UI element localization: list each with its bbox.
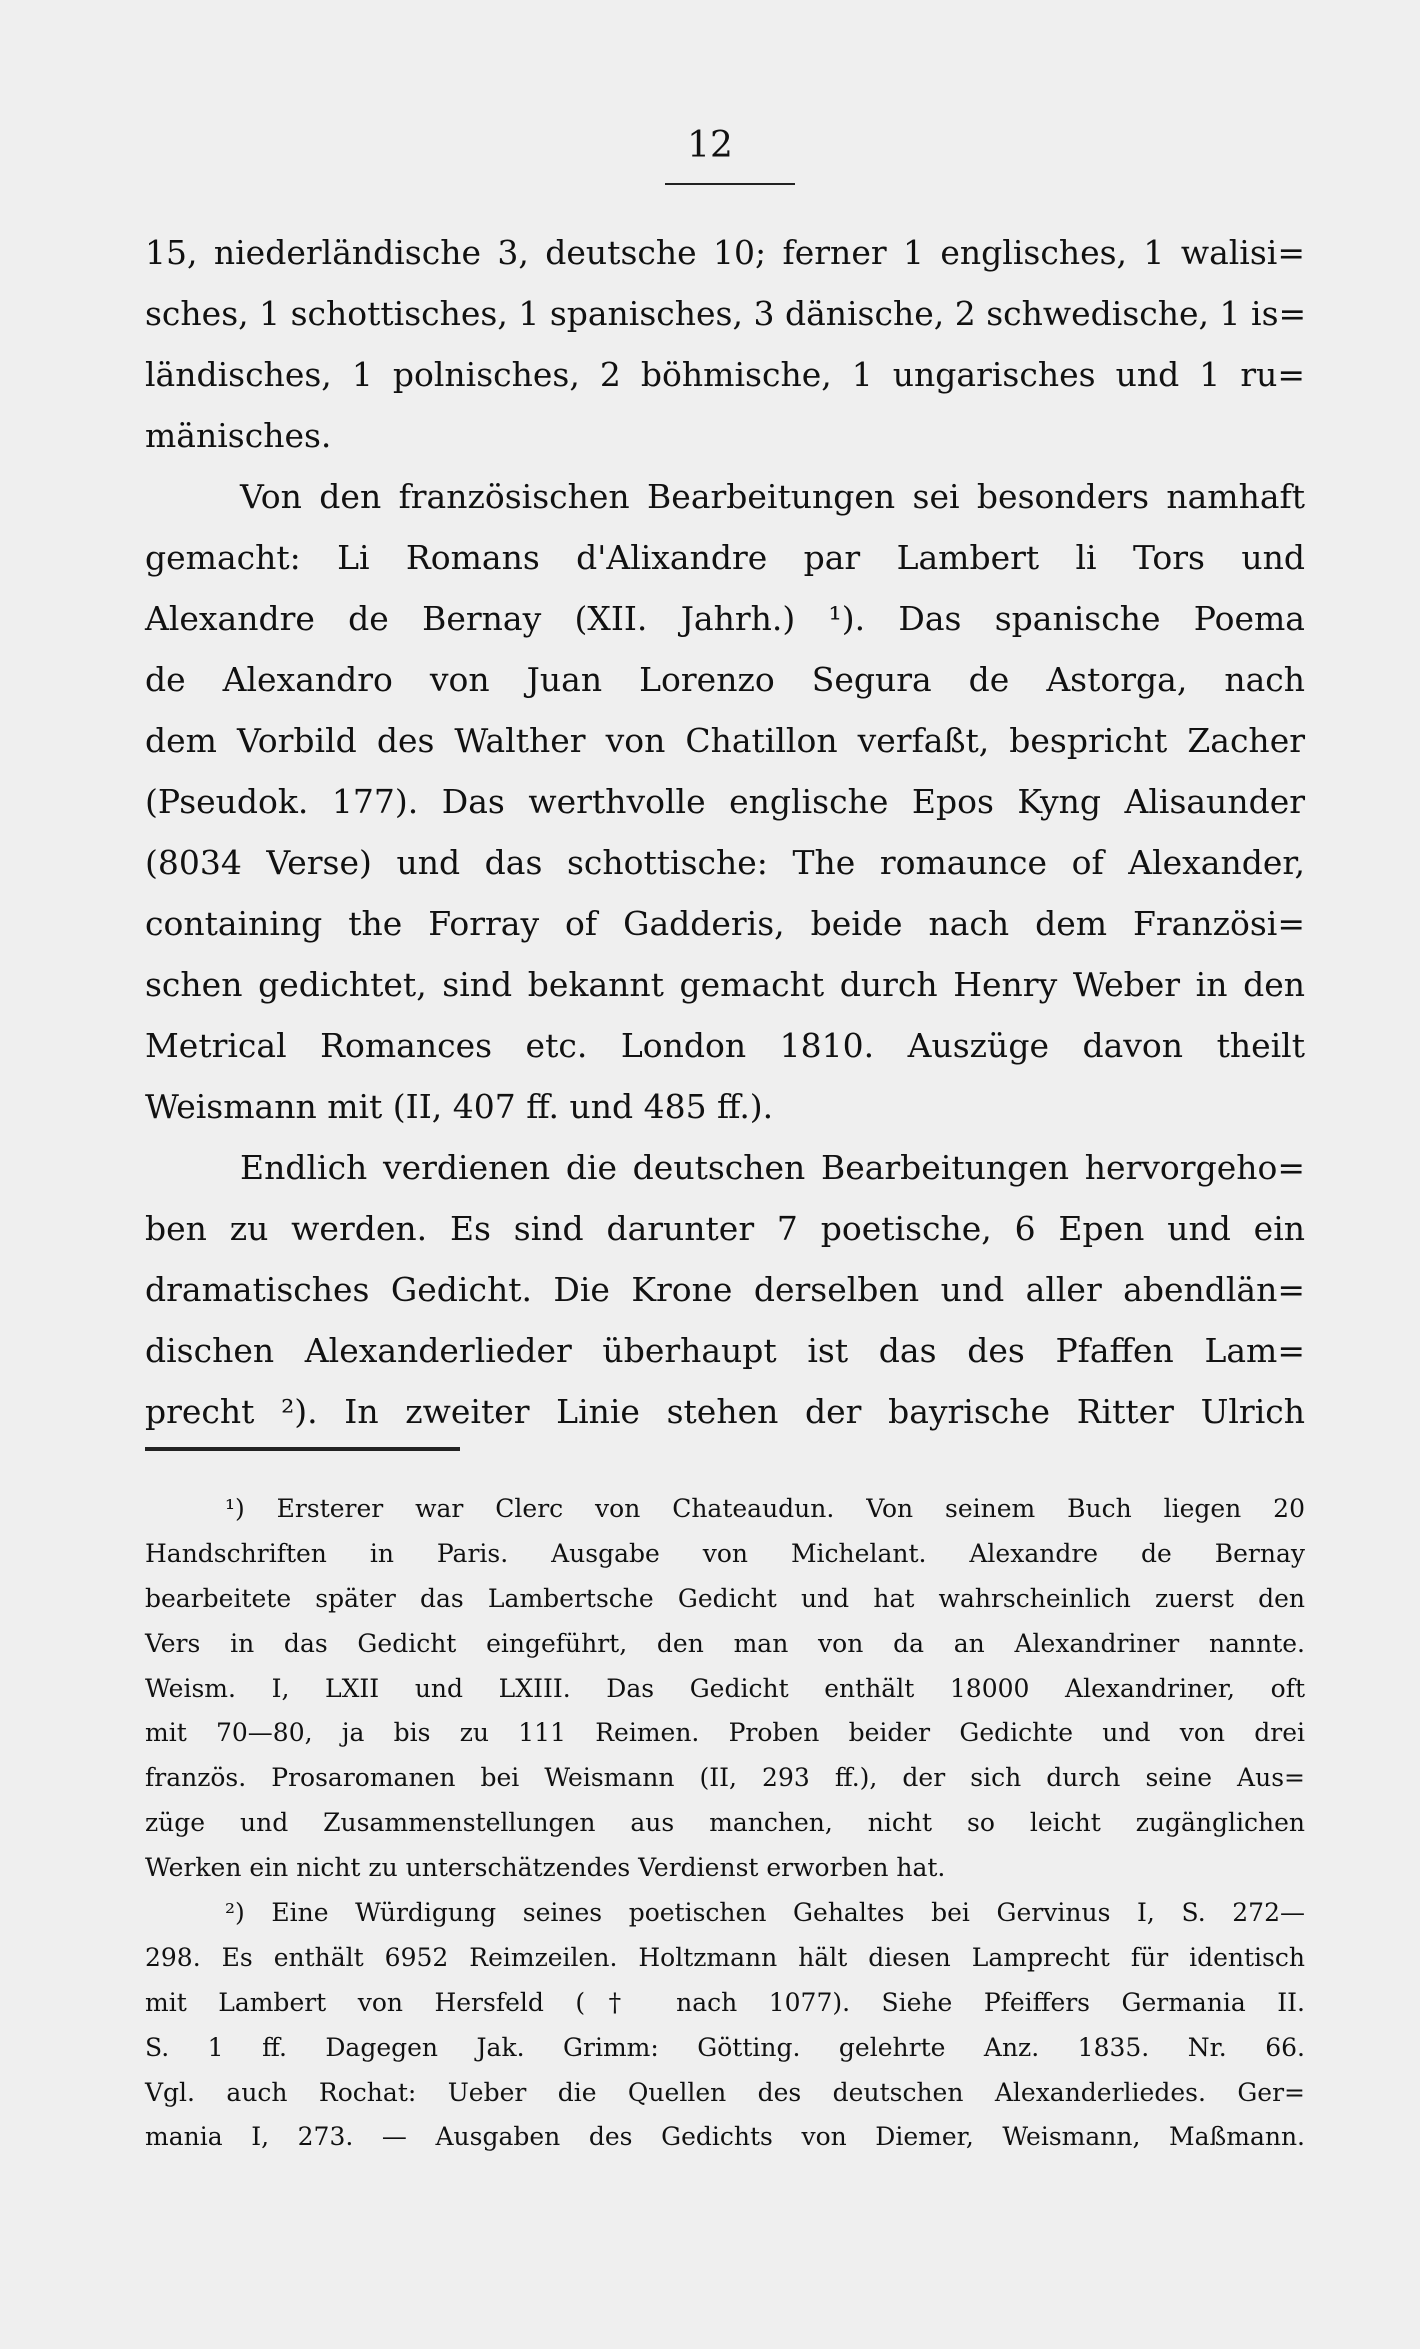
body-line: dramatisches Gedicht. Die Krone derselben und aller abendlän= bbox=[145, 1270, 1305, 1309]
body-line: (Pseudok. 177). Das werthvolle englische Epos Kyng Alisaunder bbox=[145, 782, 1305, 821]
footnote-line: Vgl. auch Rochat: Ueber die Quellen des deutschen Alexanderliedes. Ger= bbox=[145, 2077, 1305, 2107]
body-line: de Alexandro von Juan Lorenzo Segura de Astorga, nach bbox=[145, 660, 1305, 699]
body-line: ländisches, 1 polnisches, 2 böhmische, 1 ungarisches und 1 ru= bbox=[145, 355, 1305, 394]
body-line: mänisches. bbox=[145, 416, 332, 455]
footnote-line: Handschriften in Paris. Ausgabe von Michelant. Alexandre de Bernay bbox=[145, 1538, 1305, 1568]
footnotes bbox=[145, 1487, 1305, 2160]
body-line: Metrical Romances etc. London 1810. Auszüge davon theilt bbox=[145, 1026, 1305, 1065]
footnote-line: bearbeitete später das Lambertsche Gedicht und hat wahrscheinlich zuerst den bbox=[145, 1583, 1305, 1613]
header-rule bbox=[665, 183, 795, 185]
footnote-line: mit Lambert von Hersfeld († nach 1077). Siehe Pfeiffers Germania II. bbox=[145, 1987, 1305, 2017]
body-line: sches, 1 schottisches, 1 spanisches, 3 dänische, 2 schwedische, 1 is= bbox=[145, 294, 1307, 333]
body-line: Weismann mit (II, 407 ff. und 485 ff.). bbox=[145, 1087, 774, 1126]
footnote-line: Vers in das Gedicht eingeführt, den man von da an Alexandriner nannte. bbox=[145, 1628, 1305, 1658]
footnote-line: französ. Prosaromanen bei Weismann (II, 293 ff.), der sich durch seine Aus= bbox=[145, 1763, 1305, 1793]
body-line: (8034 Verse) und das schottische: The romaunce of Alexander, bbox=[145, 843, 1305, 882]
footnote-line: Werken ein nicht zu unterschätzendes Verdienst erworben hat. bbox=[145, 1853, 946, 1883]
body-line: containing the Forray of Gadderis, beide nach dem Französi= bbox=[145, 904, 1305, 943]
body-line: 15, niederländische 3, deutsche 10; ferner 1 englisches, 1 walisi= bbox=[145, 233, 1305, 272]
footnote-line: mania I, 273. — Ausgaben des Gedichts von Diemer, Weismann, Maßmann. bbox=[145, 2122, 1305, 2152]
body-line: dischen Alexanderlieder überhaupt ist das des Pfaffen Lam= bbox=[145, 1331, 1305, 1370]
body-line: ben zu werden. Es sind darunter 7 poetische, 6 Epen und ein bbox=[145, 1209, 1305, 1248]
body-line: Alexandre de Bernay (XII. Jahrh.) ¹). Das spanische Poema bbox=[145, 599, 1305, 638]
footnote-line: S. 1 ff. Dagegen Jak. Grimm: Götting. gelehrte Anz. 1835. Nr. 66. bbox=[145, 2032, 1305, 2062]
footnote-line: mit 70—80, ja bis zu 111 Reimen. Proben beider Gedichte und von drei bbox=[145, 1718, 1305, 1748]
body-line: dem Vorbild des Walther von Chatillon verfaßt, bespricht Zacher bbox=[145, 721, 1305, 760]
body-line: precht ²). In zweiter Linie stehen der bayrische Ritter Ulrich bbox=[145, 1392, 1305, 1431]
body-line: Von den französischen Bearbeitungen sei besonders namhaft bbox=[240, 477, 1305, 516]
body-line: schen gedichtet, sind bekannt gemacht durch Henry Weber in den bbox=[145, 965, 1305, 1004]
body-text bbox=[145, 222, 1305, 1442]
page-number: 12 bbox=[687, 125, 733, 166]
footnote-rule bbox=[145, 1447, 460, 1451]
footnote-line: ¹) Ersterer war Clerc von Chateaudun. Von seinem Buch liegen 20 bbox=[225, 1494, 1305, 1523]
footnote-line: 298. Es enthält 6952 Reimzeilen. Holtzmann hält diesen Lamprecht für identisch bbox=[145, 1942, 1305, 1972]
footnote-line: ²) Eine Würdigung seines poetischen Gehaltes bei Gervinus I, S. 272— bbox=[225, 1898, 1305, 1928]
footnote-line: züge und Zusammenstellungen aus manchen, nicht so leicht zugänglichen bbox=[145, 1808, 1305, 1838]
body-line: gemacht: Li Romans d'Alixandre par Lambert li Tors und bbox=[145, 538, 1305, 577]
footnote-line: Weism. I, LXII und LXIII. Das Gedicht enthält 18000 Alexandriner, oft bbox=[145, 1673, 1305, 1703]
body-line: Endlich verdienen die deutschen Bearbeitungen hervorgeho= bbox=[240, 1148, 1305, 1187]
